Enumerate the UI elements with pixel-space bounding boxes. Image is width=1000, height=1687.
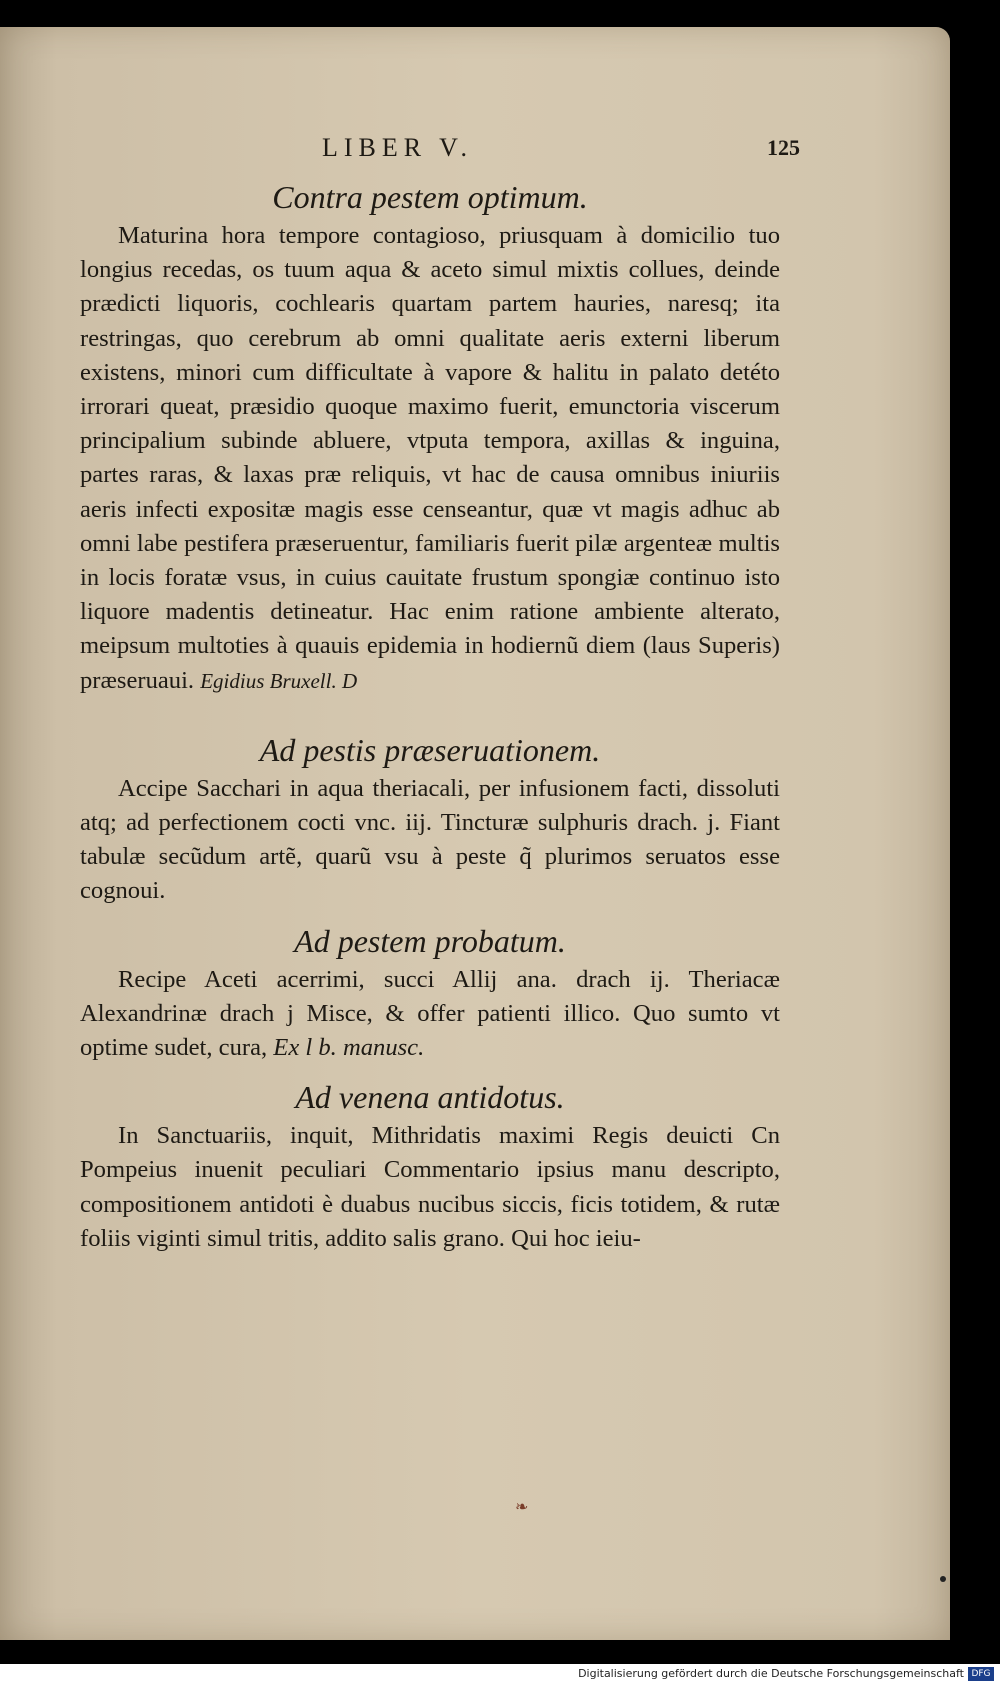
dfg-logo-icon: DFG [968,1667,994,1681]
section-contra-pestem [80,175,780,698]
section-heading: Ad pestis præseruationem. [259,731,601,768]
signature: Egidius Bruxell. D [200,668,358,693]
section-heading: Contra pestem optimum. [272,179,588,215]
section-body: Accipe Sacchari in aqua theriacali, per infusionem facti, dissoluti atq; ad perfectionem cocti vnc. iij. Tincturæ sulphuris drach. j. Fiant tabulæ secũdum artẽ, quarũ vsu à peste q̃ plurimos seruatos esse cognoui. [80,774,780,905]
section-ad-venena [80,1075,780,1256]
running-title: LIBER V. [322,133,474,162]
body-text: Maturina hora tempore contagioso, priusquam à domicilio tuo longius recedas, os tuum aqua & aceto simul mixtis collues, deinde prædicti liquoris, cochlearis quartam partem hauries, naresq; ita restringas, quo cerebrum ab omni qualitate aeris externi liberum existens, minori cum difficultate à vapore & halitu in palato detéto irrorari queat, præsidio quoque maximo fuerit, emunctoria viscerum principalium subinde abluere, vtputa tempora, axillas & inguina, partes raras, & laxas præ reliquis, vt hac de causa omnibus iniuriis aeris infecti expositæ magis esse censeantur, quæ vt magis adhuc ab omni labe pestifera præseruentur, familiaris fuerit pilæ argenteæ multis in locis foratæ vsus, in cuius cauitate frustum spongiæ continuo isto liquore madentis detineatur. Hac enim ratione ambiente alterato, meipsum multoties à quauis epidemia in hodiernũ diem (laus Superis) præseruaui. [80,222,780,694]
footer-bar [0,1664,1000,1687]
source-note: Ex l b. manusc. [273,1034,425,1062]
page-content [80,123,800,1256]
section-body: In Sanctuariis, inquit, Mithridatis maximi Regis deuicti Cn Pompeius inuenit peculiari Commentario ipsius manu descripto, compositionem antidoti è duabus nucibus siccis, ficis totidem, & rutæ foliis viginti simul tritis, addito salis grano. Qui hoc ieiu- [80,1122,780,1252]
section-heading: Ad venena antidotus. [295,1079,565,1116]
book-page [0,27,950,1640]
section-body [80,219,780,698]
body-text: Recipe Aceti acerrimi, succi Allij ana. drach ij. Theriacæ Alexandrinæ drach j Misce, & offer patienti illico. Quo sumto vt optime sudet, cura, [80,965,780,1062]
running-head [80,123,800,175]
footer-credit: Digitalisierung gefördert durch die Deutsche Forschungsgemeinschaft [578,1667,964,1680]
section-ad-pestem-probatum [80,919,780,1066]
section-ad-pestis-praeseruationem [80,728,780,909]
ink-spot [940,1576,946,1582]
page-number: 125 [767,135,800,160]
section-heading: Ad pestem probatum. [294,922,566,959]
section-body [80,963,780,1066]
ornament-mark: ❧ [515,1497,529,1516]
